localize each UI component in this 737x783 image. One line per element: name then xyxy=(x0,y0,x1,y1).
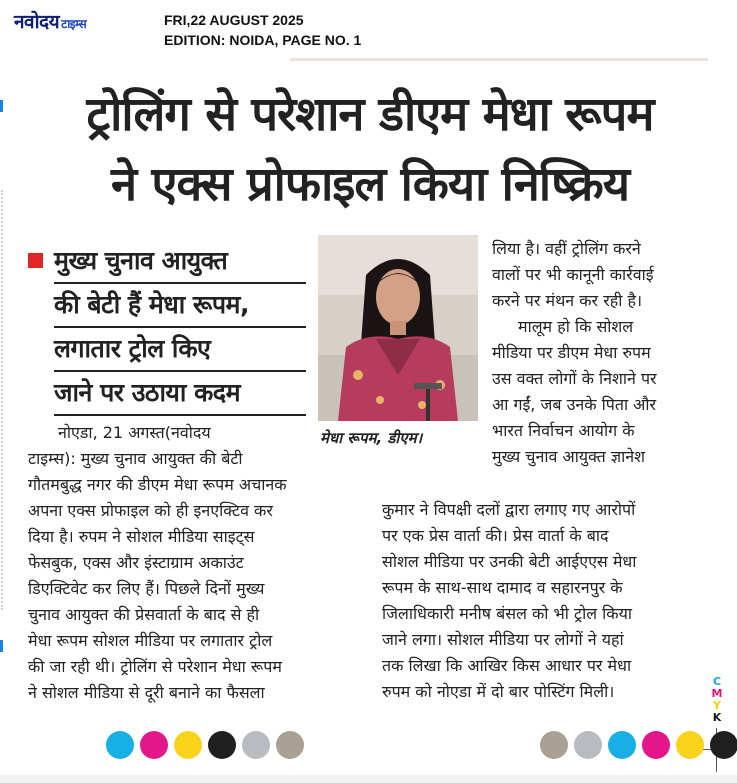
left-margin-dots xyxy=(1,190,5,610)
edition-info xyxy=(164,10,361,50)
text-line: की जा रही थी। ट्रोलिंग से परेशान मेधा रूपम xyxy=(28,657,282,676)
portrait-illustration xyxy=(318,235,478,421)
cmyk-letter: M xyxy=(711,687,723,700)
color-swatch xyxy=(276,731,304,759)
cmyk-letter: Y xyxy=(713,699,721,712)
subhead-line: लगातार ट्रोल किए xyxy=(54,328,306,372)
text-line: पर एक प्रेस वार्ता की। प्रेस वार्ता के बाद xyxy=(382,526,609,545)
text-line: दिया है। रुपम ने सोशल मीडिया साइट्स xyxy=(28,527,255,546)
color-swatch xyxy=(140,731,168,759)
text-line: तक लिखा कि आखिर किस आधार पर मेधा xyxy=(382,656,632,675)
color-swatch xyxy=(106,731,134,759)
text-line: भारत निर्वाचन आयोग के xyxy=(492,421,635,440)
color-swatch xyxy=(676,731,704,759)
left-margin-marker-bottom xyxy=(0,640,3,652)
subheadline-block xyxy=(28,240,306,416)
logo-main-text: नवोदय xyxy=(14,11,60,33)
color-swatch xyxy=(242,731,270,759)
masthead xyxy=(0,0,737,56)
article-headline xyxy=(20,80,720,220)
article-column-left xyxy=(28,420,361,706)
text-line: फेसबुक, एक्स और इंस्टाग्राम अकाउंट xyxy=(28,553,244,572)
color-swatch xyxy=(642,731,670,759)
article-column-bottom xyxy=(382,497,712,705)
subheadline xyxy=(54,240,306,416)
text-line: आ गईं, जब उनके पिता और xyxy=(492,395,657,414)
color-swatch xyxy=(710,731,737,759)
headline-line-2: ने एक्स प्रोफाइल किया निष्क्रिय xyxy=(111,157,629,212)
text-line: टाइम्स): मुख्य चुनाव आयुक्त की बेटी xyxy=(28,449,243,468)
header-divider xyxy=(290,58,708,61)
color-swatches-left xyxy=(106,731,304,759)
text-line: चुनाव आयुक्त की प्रेसवार्ता के बाद से ही xyxy=(28,605,260,624)
text-line: मालूम हो कि सोशल xyxy=(518,317,634,336)
text-line: करने पर मंथन कर रही है। xyxy=(492,291,643,310)
logo-sub-text: टाइम्स xyxy=(61,17,87,31)
color-swatch xyxy=(608,731,636,759)
newspaper-logo[interactable] xyxy=(14,8,86,34)
color-swatches-right xyxy=(540,731,737,759)
edition-page: EDITION: NOIDA, PAGE NO. 1 xyxy=(164,32,362,48)
color-swatch xyxy=(574,731,602,759)
text-line: मुख्य चुनाव आयुक्त ज्ञानेश xyxy=(492,447,646,466)
text-line: ने सोशल मीडिया से दूरी बनाने का फैसला xyxy=(28,683,265,702)
headline-line-1: ट्रोलिंग से परेशान डीएम मेधा रूपम xyxy=(86,87,654,142)
subhead-line: जाने पर उठाया कदम xyxy=(54,372,306,416)
text-line: जिलाधिकारी मनीष बंसल को भी ट्रोल किया xyxy=(382,604,633,623)
color-swatch xyxy=(540,731,568,759)
article-column-right xyxy=(492,236,712,470)
text-line: रुपम को नोएडा में दो बार पोस्टिंग मिली। xyxy=(382,682,615,701)
text-line: उस वक्त लोगों के निशाने पर xyxy=(492,369,657,388)
color-swatch xyxy=(174,731,202,759)
cmyk-letter: K xyxy=(712,711,722,724)
color-swatch xyxy=(208,731,236,759)
page-bottom-strip xyxy=(0,775,737,783)
text-line: लिया है। वहीं ट्रोलिंग करने xyxy=(492,239,641,258)
text-line: नोएडा, 21 अगस्त(नवोदय xyxy=(58,423,211,442)
text-line: जाने लगा। सोशल मीडिया पर लोगों ने यहां xyxy=(382,630,624,649)
dm-portrait-photo[interactable] xyxy=(318,235,478,421)
text-line: डिएक्टिवेट कर लिए हैं। पिछले दिनों मुख्य xyxy=(28,579,265,598)
text-line: गौतमबुद्ध नगर की डीएम मेधा रूपम अचानक xyxy=(28,475,287,494)
red-bullet-icon xyxy=(28,253,43,268)
text-line: मेधा रूपम सोशल मीडिया पर लगातार ट्रोल xyxy=(28,631,273,650)
publication-date: FRI,22 AUGUST 2025 xyxy=(164,12,304,28)
text-line: कुमार ने विपक्षी दलों द्वारा लगाए गए आरोपों xyxy=(382,500,636,519)
text-line: वालों पर भी कानूनी कार्रवाई xyxy=(492,265,654,284)
cmyk-label xyxy=(708,676,726,724)
text-line: रूपम के साथ-साथ दामाद व सहारनपुर के xyxy=(382,578,623,597)
text-line: मीडिया पर डीएम मेधा रुपम xyxy=(492,343,651,362)
text-line: अपना एक्स प्रोफाइल को ही इनएक्टिव कर xyxy=(28,501,273,520)
subhead-line: मुख्य चुनाव आयुक्त xyxy=(54,240,306,284)
subhead-line: की बेटी हैं मेधा रूपम, xyxy=(54,284,306,328)
photo-caption: मेधा रूपम, डीएम। xyxy=(320,429,423,447)
left-margin-marker xyxy=(0,100,3,112)
text-line: सोशल मीडिया पर उनकी बेटी आईएएस मेधा xyxy=(382,552,637,571)
cmyk-letter: C xyxy=(712,675,722,688)
